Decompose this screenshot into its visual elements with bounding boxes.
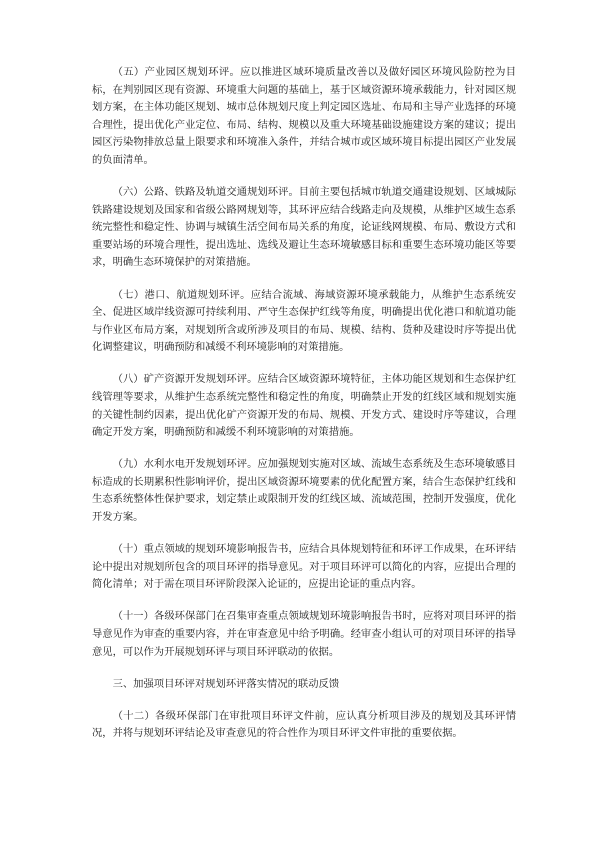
paragraph-spacer [92,170,516,185]
paragraph-spacer [92,272,516,287]
paragraph-review-guidance: （十一）各级环保部门在召集审查重点领域规划环境影响报告书时，应将对项目环评的指导意见作为审查的重要内容，并在审查意见中给予明确。经审查小组认可的对项目环评的指导意见，可以作为开展规划环评与项目环评联动的依据。 [92,610,516,658]
paragraph-industrial-park-planning: （五）产业园区规划环评。应以推进区域环境质量改善以及做好园区环境风险防控为目标，在判别园区现有资源、环境重大问题的基础上，基于区域资源环境承载能力，针对园区规划方案，在主体功能区规划、城市总体规划尺度上判定园区选址、布局和主导产业选择的环境合理性，提出优化产业定位、布局、结构、规模以及重大环境基础设施建设方案的建议；提出园区污染物排放总量上限要求和环境准入条件，并结合城市或区域环境目标提出园区产业发展的负面清单。 [92,66,516,166]
paragraph-spacer [92,594,516,609]
paragraph-mineral-resource-planning: （八）矿产资源开发规划环评。应结合区域资源环境特征，主体功能区规划和生态保护红线管理等要求，从维护生态系统完整性和稳定性的角度，明确禁止开发的红线区域和规划实施的关键性制约因素，提出优化矿产资源开发的布局、规模、开发方式、建设时序等建议，合理确定开发方案，明确预防和减缓不利环境影响的对策措施。 [92,373,516,439]
paragraph-hydropower-planning: （九）水利水电开发规划环评。应加强规划实施对区域、流域生态系统及生态环境敏感目标造成的长期累积性影响评价，提出区域资源环境要素的优化配置方案，结合生态保护红线和生态系统整体性保护要求，划定禁止或限制开发的红线区域、流域范围，控制开发强度，优化开发方案。 [92,458,516,524]
paragraph-road-rail-transit-planning: （六）公路、铁路及轨道交通规划环评。目前主要包括城市轨道交通建设规划、区域城际铁路建设规划及国家和省级公路网规划等，其环评应结合线路走向及规模，从维护区域生态系统完整性和稳定性、协调与城镇生活空间布局关系的角度，论证线网规模、布局、敷设方式和重要站场的环境合理性，提出选址、选线及避让生态环境敏感目标和重要生态环境功能区等要求，明确生态环境保护的对策措施。 [92,186,516,269]
paragraph-spacer [92,693,516,708]
paragraph-project-approval-basis: （十二）各级环保部门在审批项目环评文件前，应认真分析项目涉及的规划及其环评情况，并将与规划环评结论及审查意见的符合性作为项目环评文件审批的重要依据。 [92,709,516,740]
paragraph-key-area-report-guidance: （十）重点领域的规划环境影响报告书，应结合具体规划特征和环评工作成果，在环评结论中提出对规划所包含的项目环评的指导意见。对于项目环评可以简化的内容，应提出合理的简化清单；对于需在项目环评阶段深入论证的，应提出论证的重点内容。 [92,543,516,591]
paragraph-port-waterway-planning: （七）港口、航道规划环评。应结合流域、海域资源环境承载能力，从维护生态系统安全、促进区域岸线资源可持续利用、严守生态保护红线等角度，明确提出优化港口和航道功能与作业区布局方案，对规划所含或所涉及项目的布局、规模、结构、货种及建设时序等提出优化调整建议，明确预防和减缓不利环境影响的对策措施。 [92,288,516,354]
paragraph-spacer [92,661,516,676]
paragraph-spacer [92,442,516,457]
document-body [92,64,516,743]
paragraph-spacer [92,527,516,542]
section-heading: 三、加强项目环评对规划环评落实情况的联动反馈 [112,677,340,690]
paragraph-spacer [92,357,516,372]
